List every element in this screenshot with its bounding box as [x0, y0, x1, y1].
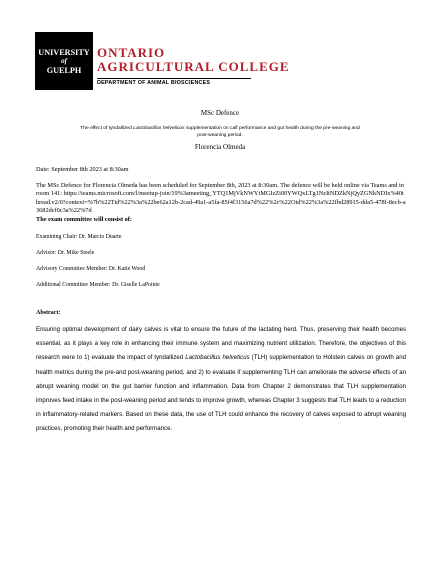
announcement-paragraph: [36, 182, 406, 215]
committee-heading: The exam committee will consist of:: [36, 216, 133, 223]
committee-member: Advisor: Dr. Mike Steele: [36, 250, 95, 256]
university-logo: [35, 32, 93, 90]
teams-link[interactable]: https://teams.microsoft.com/l/meetup-join/19%3ameeting_YTQ1MjVkNWYtMGIzZi00YWQxLTg1NzItNDZkNjQyZGNkNDIx%40thread.v2/0?context=%7b%22Tid%22%3a%22be62a12b-2cad-49a1-a5fa-85f4f3156a7d%22%2c%22Oid%22%3a%22fbd28915-dda5-478f-8ecb-a3682dcf0c3a%22%7d: [36, 190, 406, 214]
thesis-title-species: Lactobacillus helveticus: [133, 126, 185, 131]
thesis-title-post: supplementation on calf performance and gut health during the pre-weaning and post-weaning period.: [184, 126, 360, 138]
college-name: [97, 46, 290, 74]
committee-member: Advisory Committee Member: Dr. Katie Wood: [36, 266, 146, 272]
department-name: DEPARTMENT OF ANIMAL BIOSCIENCES: [97, 78, 251, 86]
abstract-text-part-2: (TLH) supplementation to Holstein calves on growth and health metrics during the pre-and post-weaning period, and 2) to evaluate if supplementing TLH can ameliorate the adverse effects of an abrupt weaning model on the gut barrier function and inflammation. Data from Chapter 2 demonstrates that TLH supplementation improves feed intake in the post-weaning period and tends to improve growth, whereas Chapter 3 suggests that TLH leads to a reduction in inflammatory-related markers. Based on these data, the use of TLH could enhance the recovery of calves exposed to abrupt weaning practices, promoting their health and performance.: [36, 354, 406, 433]
abstract-body: [36, 323, 406, 437]
logo-line-1: UNIVERSITY: [38, 47, 90, 57]
abstract-text-part-1: Ensuring optimal development of dairy calves is vital to ensure the future of the lactating herd. Thus, preserving their health becomes essential, as it plays a key role in enhancing their immune system and maximizing nutrient utilization. Therefore, the objectives of this research were to 1) evaluate the impact of tyndallized: [36, 326, 406, 362]
committee-member: Examining Chair: Dr. Marcio Duarte: [36, 234, 122, 240]
defence-date: Date: September 8th 2023 at 8:30am: [36, 166, 129, 173]
college-name-line-2: AGRICULTURAL COLLEGE: [97, 59, 290, 74]
thesis-title: [80, 125, 360, 139]
abstract-species: Lactobacillus helveticus: [185, 354, 250, 362]
abstract-heading: Abstract:: [36, 310, 61, 316]
thesis-title-pre: The effect of tyndallized: [80, 126, 134, 131]
page-title: MSc Defence: [200, 109, 240, 117]
logo-line-3: GUELPH: [46, 65, 82, 75]
committee-member: Additional Committee Member: Dr. Giselle LaPointe: [36, 282, 160, 288]
author-name: Florencia Olmeda: [194, 143, 246, 151]
logo-line-2: of: [61, 56, 67, 65]
college-name-line-1: ONTARIO: [97, 45, 166, 60]
announcement-text: The MSc Defence for Florencia Olmeda has been scheduled for September 8th, 2023 at 8:30am. The defence will be held online via Teams and in room 141:: [36, 182, 404, 198]
